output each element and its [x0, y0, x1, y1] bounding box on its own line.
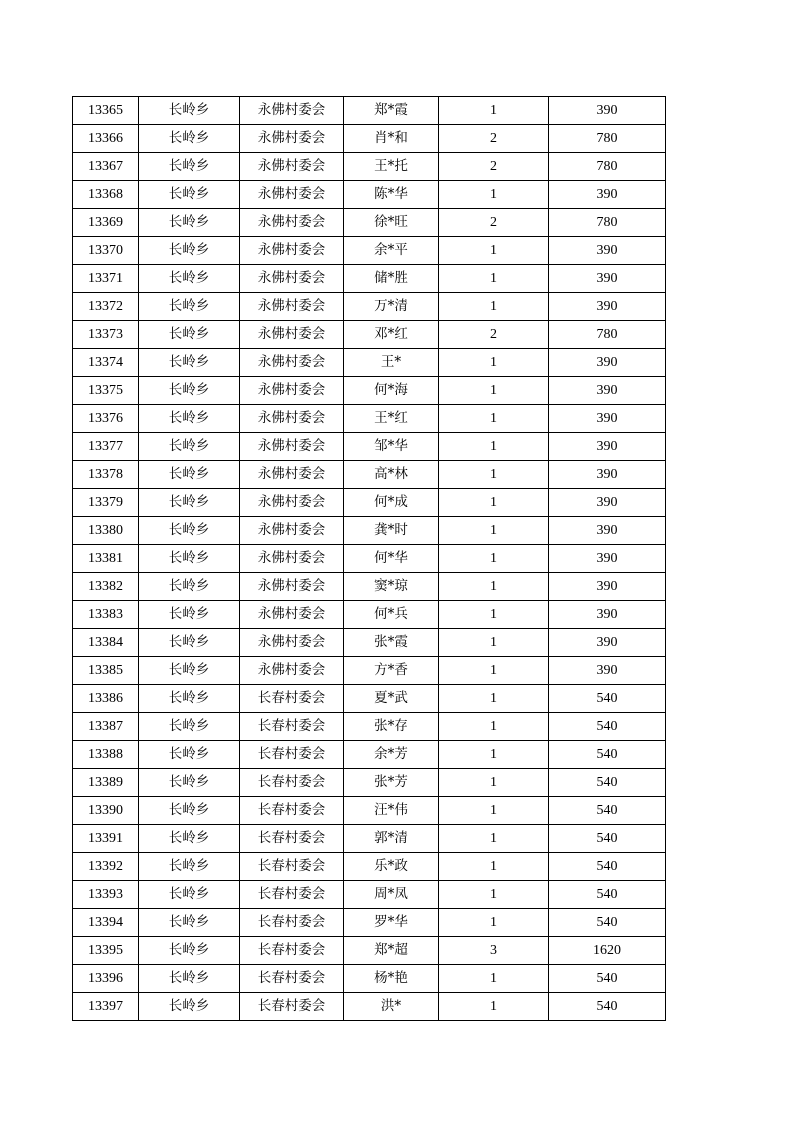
cell-person-name: 张*存: [344, 713, 439, 741]
cell-township: 长岭乡: [139, 965, 240, 993]
cell-amount: 390: [549, 489, 666, 517]
cell-household-count: 1: [439, 293, 549, 321]
cell-household-count: 1: [439, 601, 549, 629]
cell-village-committee: 永佛村委会: [240, 349, 344, 377]
cell-township: 长岭乡: [139, 601, 240, 629]
cell-household-count: 1: [439, 685, 549, 713]
cell-person-name: 郑*霞: [344, 97, 439, 125]
cell-household-count: 1: [439, 545, 549, 573]
cell-village-committee: 长春村委会: [240, 825, 344, 853]
cell-amount: 540: [549, 769, 666, 797]
table-row: [73, 405, 666, 433]
cell-serial-number: 13368: [73, 181, 139, 209]
table-row: [73, 489, 666, 517]
cell-village-committee: 永佛村委会: [240, 545, 344, 573]
table-row: [73, 461, 666, 489]
table-row: [73, 377, 666, 405]
cell-amount: 540: [549, 741, 666, 769]
cell-serial-number: 13382: [73, 573, 139, 601]
table-row: [73, 125, 666, 153]
cell-amount: 390: [549, 461, 666, 489]
cell-township: 长岭乡: [139, 153, 240, 181]
cell-person-name: 肖*和: [344, 125, 439, 153]
cell-village-committee: 长春村委会: [240, 685, 344, 713]
cell-township: 长岭乡: [139, 433, 240, 461]
cell-amount: 540: [549, 993, 666, 1021]
cell-household-count: 1: [439, 433, 549, 461]
cell-township: 长岭乡: [139, 377, 240, 405]
cell-amount: 540: [549, 853, 666, 881]
cell-serial-number: 13397: [73, 993, 139, 1021]
cell-township: 长岭乡: [139, 937, 240, 965]
table-row: [73, 769, 666, 797]
cell-amount: 390: [549, 181, 666, 209]
cell-amount: 390: [549, 657, 666, 685]
cell-township: 长岭乡: [139, 265, 240, 293]
cell-township: 长岭乡: [139, 237, 240, 265]
cell-serial-number: 13367: [73, 153, 139, 181]
cell-township: 长岭乡: [139, 853, 240, 881]
cell-person-name: 王*托: [344, 153, 439, 181]
cell-village-committee: 永佛村委会: [240, 489, 344, 517]
cell-serial-number: 13392: [73, 853, 139, 881]
cell-amount: 540: [549, 797, 666, 825]
cell-serial-number: 13379: [73, 489, 139, 517]
cell-township: 长岭乡: [139, 741, 240, 769]
cell-village-committee: 永佛村委会: [240, 573, 344, 601]
cell-village-committee: 长春村委会: [240, 769, 344, 797]
cell-amount: 780: [549, 209, 666, 237]
cell-village-committee: 永佛村委会: [240, 517, 344, 545]
cell-person-name: 张*芳: [344, 769, 439, 797]
cell-person-name: 徐*旺: [344, 209, 439, 237]
cell-township: 长岭乡: [139, 125, 240, 153]
cell-township: 长岭乡: [139, 349, 240, 377]
cell-household-count: 1: [439, 825, 549, 853]
cell-village-committee: 永佛村委会: [240, 293, 344, 321]
cell-township: 长岭乡: [139, 909, 240, 937]
cell-serial-number: 13370: [73, 237, 139, 265]
cell-village-committee: 永佛村委会: [240, 657, 344, 685]
cell-amount: 390: [549, 573, 666, 601]
cell-amount: 390: [549, 545, 666, 573]
cell-serial-number: 13369: [73, 209, 139, 237]
cell-village-committee: 永佛村委会: [240, 209, 344, 237]
cell-township: 长岭乡: [139, 181, 240, 209]
cell-amount: 540: [549, 909, 666, 937]
table-row: [73, 881, 666, 909]
table-row: [73, 713, 666, 741]
cell-household-count: 1: [439, 881, 549, 909]
table-row: [73, 209, 666, 237]
cell-village-committee: 永佛村委会: [240, 321, 344, 349]
cell-household-count: 3: [439, 937, 549, 965]
cell-village-committee: 长春村委会: [240, 797, 344, 825]
cell-household-count: 1: [439, 769, 549, 797]
cell-amount: 390: [549, 601, 666, 629]
cell-person-name: 罗*华: [344, 909, 439, 937]
cell-amount: 390: [549, 237, 666, 265]
cell-serial-number: 13365: [73, 97, 139, 125]
cell-amount: 780: [549, 321, 666, 349]
cell-person-name: 王*: [344, 349, 439, 377]
cell-township: 长岭乡: [139, 713, 240, 741]
cell-amount: 780: [549, 125, 666, 153]
table-row: [73, 321, 666, 349]
cell-household-count: 1: [439, 349, 549, 377]
cell-village-committee: 长春村委会: [240, 965, 344, 993]
cell-person-name: 郭*清: [344, 825, 439, 853]
cell-household-count: 1: [439, 237, 549, 265]
cell-township: 长岭乡: [139, 405, 240, 433]
cell-township: 长岭乡: [139, 321, 240, 349]
cell-household-count: 1: [439, 797, 549, 825]
cell-township: 长岭乡: [139, 97, 240, 125]
cell-household-count: 2: [439, 321, 549, 349]
cell-village-committee: 长春村委会: [240, 993, 344, 1021]
cell-amount: 390: [549, 405, 666, 433]
cell-person-name: 余*平: [344, 237, 439, 265]
cell-person-name: 何*兵: [344, 601, 439, 629]
cell-household-count: 1: [439, 965, 549, 993]
roster-table: [72, 96, 666, 1021]
cell-household-count: 1: [439, 377, 549, 405]
table-row: [73, 741, 666, 769]
table-row: [73, 573, 666, 601]
cell-person-name: 余*芳: [344, 741, 439, 769]
cell-village-committee: 长春村委会: [240, 937, 344, 965]
cell-household-count: 1: [439, 97, 549, 125]
cell-amount: 540: [549, 713, 666, 741]
table-row: [73, 825, 666, 853]
cell-person-name: 万*清: [344, 293, 439, 321]
cell-person-name: 张*霞: [344, 629, 439, 657]
cell-household-count: 1: [439, 489, 549, 517]
cell-serial-number: 13383: [73, 601, 139, 629]
cell-serial-number: 13391: [73, 825, 139, 853]
cell-township: 长岭乡: [139, 517, 240, 545]
cell-village-committee: 长春村委会: [240, 713, 344, 741]
cell-township: 长岭乡: [139, 545, 240, 573]
cell-household-count: 1: [439, 573, 549, 601]
cell-serial-number: 13384: [73, 629, 139, 657]
cell-village-committee: 长春村委会: [240, 853, 344, 881]
cell-serial-number: 13394: [73, 909, 139, 937]
cell-person-name: 郑*超: [344, 937, 439, 965]
cell-township: 长岭乡: [139, 825, 240, 853]
cell-village-committee: 永佛村委会: [240, 237, 344, 265]
cell-amount: 390: [549, 517, 666, 545]
cell-person-name: 高*林: [344, 461, 439, 489]
table-row: [73, 237, 666, 265]
cell-village-committee: 长春村委会: [240, 741, 344, 769]
cell-serial-number: 13393: [73, 881, 139, 909]
cell-amount: 390: [549, 433, 666, 461]
table-row: [73, 853, 666, 881]
table-row: [73, 601, 666, 629]
cell-township: 长岭乡: [139, 573, 240, 601]
cell-village-committee: 永佛村委会: [240, 97, 344, 125]
cell-person-name: 夏*武: [344, 685, 439, 713]
cell-village-committee: 永佛村委会: [240, 433, 344, 461]
cell-township: 长岭乡: [139, 461, 240, 489]
cell-person-name: 何*海: [344, 377, 439, 405]
cell-person-name: 方*香: [344, 657, 439, 685]
cell-amount: 390: [549, 265, 666, 293]
cell-person-name: 汪*伟: [344, 797, 439, 825]
table-row: [73, 657, 666, 685]
table-row: [73, 265, 666, 293]
cell-township: 长岭乡: [139, 881, 240, 909]
table-row: [73, 993, 666, 1021]
table-row: [73, 797, 666, 825]
cell-person-name: 邹*华: [344, 433, 439, 461]
cell-household-count: 1: [439, 657, 549, 685]
cell-household-count: 1: [439, 181, 549, 209]
cell-person-name: 陈*华: [344, 181, 439, 209]
cell-serial-number: 13375: [73, 377, 139, 405]
cell-village-committee: 永佛村委会: [240, 405, 344, 433]
cell-village-committee: 永佛村委会: [240, 265, 344, 293]
cell-person-name: 何*华: [344, 545, 439, 573]
cell-household-count: 2: [439, 209, 549, 237]
table-row: [73, 181, 666, 209]
cell-village-committee: 永佛村委会: [240, 461, 344, 489]
table-row: [73, 685, 666, 713]
cell-village-committee: 长春村委会: [240, 881, 344, 909]
cell-amount: 540: [549, 685, 666, 713]
table-row: [73, 293, 666, 321]
cell-serial-number: 13389: [73, 769, 139, 797]
cell-household-count: 1: [439, 517, 549, 545]
cell-township: 长岭乡: [139, 657, 240, 685]
cell-serial-number: 13387: [73, 713, 139, 741]
table-row: [73, 909, 666, 937]
cell-serial-number: 13381: [73, 545, 139, 573]
table-row: [73, 97, 666, 125]
cell-township: 长岭乡: [139, 489, 240, 517]
table-row: [73, 517, 666, 545]
cell-household-count: 1: [439, 461, 549, 489]
cell-serial-number: 13366: [73, 125, 139, 153]
cell-amount: 390: [549, 293, 666, 321]
cell-serial-number: 13378: [73, 461, 139, 489]
cell-person-name: 乐*政: [344, 853, 439, 881]
cell-serial-number: 13380: [73, 517, 139, 545]
roster-table-body: [73, 97, 666, 1021]
cell-household-count: 1: [439, 405, 549, 433]
cell-township: 长岭乡: [139, 797, 240, 825]
cell-amount: 540: [549, 881, 666, 909]
table-row: [73, 349, 666, 377]
cell-person-name: 王*红: [344, 405, 439, 433]
cell-household-count: 1: [439, 853, 549, 881]
table-row: [73, 937, 666, 965]
cell-household-count: 1: [439, 713, 549, 741]
cell-serial-number: 13371: [73, 265, 139, 293]
cell-township: 长岭乡: [139, 209, 240, 237]
cell-serial-number: 13372: [73, 293, 139, 321]
cell-serial-number: 13396: [73, 965, 139, 993]
cell-amount: 390: [549, 349, 666, 377]
cell-household-count: 1: [439, 741, 549, 769]
cell-village-committee: 永佛村委会: [240, 601, 344, 629]
cell-amount: 390: [549, 377, 666, 405]
cell-serial-number: 13385: [73, 657, 139, 685]
cell-person-name: 何*成: [344, 489, 439, 517]
cell-amount: 540: [549, 965, 666, 993]
cell-person-name: 周*凤: [344, 881, 439, 909]
cell-township: 长岭乡: [139, 685, 240, 713]
table-row: [73, 153, 666, 181]
cell-amount: 1620: [549, 937, 666, 965]
cell-amount: 780: [549, 153, 666, 181]
cell-person-name: 储*胜: [344, 265, 439, 293]
cell-household-count: 1: [439, 909, 549, 937]
cell-serial-number: 13386: [73, 685, 139, 713]
cell-serial-number: 13377: [73, 433, 139, 461]
cell-person-name: 邓*红: [344, 321, 439, 349]
cell-household-count: 2: [439, 125, 549, 153]
cell-serial-number: 13390: [73, 797, 139, 825]
table-row: [73, 965, 666, 993]
cell-serial-number: 13374: [73, 349, 139, 377]
cell-township: 长岭乡: [139, 769, 240, 797]
cell-amount: 540: [549, 825, 666, 853]
cell-household-count: 1: [439, 629, 549, 657]
cell-village-committee: 永佛村委会: [240, 181, 344, 209]
cell-person-name: 洪*: [344, 993, 439, 1021]
table-row: [73, 433, 666, 461]
cell-household-count: 1: [439, 993, 549, 1021]
cell-township: 长岭乡: [139, 293, 240, 321]
cell-serial-number: 13388: [73, 741, 139, 769]
cell-township: 长岭乡: [139, 993, 240, 1021]
cell-village-committee: 长春村委会: [240, 909, 344, 937]
cell-person-name: 龚*时: [344, 517, 439, 545]
cell-serial-number: 13395: [73, 937, 139, 965]
cell-household-count: 1: [439, 265, 549, 293]
cell-household-count: 2: [439, 153, 549, 181]
table-row: [73, 545, 666, 573]
table-row: [73, 629, 666, 657]
cell-serial-number: 13376: [73, 405, 139, 433]
cell-village-committee: 永佛村委会: [240, 377, 344, 405]
cell-village-committee: 永佛村委会: [240, 629, 344, 657]
cell-village-committee: 永佛村委会: [240, 125, 344, 153]
cell-township: 长岭乡: [139, 629, 240, 657]
cell-person-name: 窦*琼: [344, 573, 439, 601]
cell-person-name: 杨*艳: [344, 965, 439, 993]
cell-amount: 390: [549, 97, 666, 125]
cell-village-committee: 永佛村委会: [240, 153, 344, 181]
cell-serial-number: 13373: [73, 321, 139, 349]
cell-amount: 390: [549, 629, 666, 657]
